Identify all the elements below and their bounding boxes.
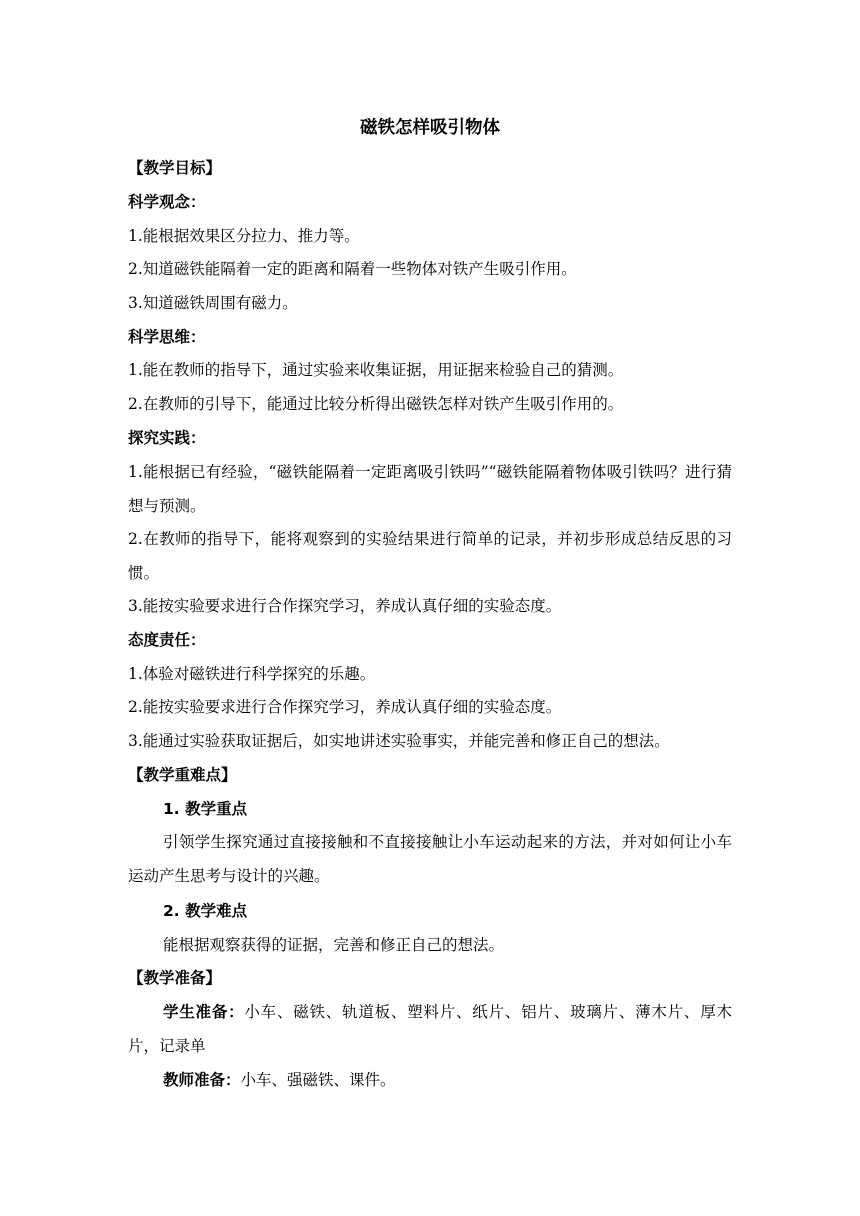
prep-heading: 【教学准备】 [128,969,222,987]
student-prep-label: 学生准备： [163,1003,245,1021]
keypoints-heading: 【教学重难点】 [128,766,237,784]
teacher-prep [163,1068,732,1092]
student-prep [128,995,732,1063]
concept-item-3: 3.知道磁铁周围有磁力。 [128,294,298,312]
concept-heading: 科学观念： [128,193,206,211]
attitude-item-3: 3.能通过实验获取证据后，如实地讲述实验事实，并能完善和修正自己的想法。 [128,732,670,750]
key-text: 引领学生探究通过直接接触和不直接接触让小车运动起来的方法，并对如何让小车运动产生思考与设计的兴趣。 [128,833,732,885]
thinking-item-1: 1.能在教师的指导下，通过实验来收集证据，用证据来检验自己的猜测。 [128,361,624,379]
thinking-heading: 科学思维： [128,328,206,346]
thinking-item-2: 2.在教师的引导下，能通过比较分析得出磁铁怎样对铁产生吸引作用的。 [128,395,624,413]
practice-heading: 探究实践： [128,429,206,447]
document-title: 磁铁怎样吸引物体 [360,118,500,138]
key-heading: 1. 教学重点 [163,800,248,818]
teacher-prep-text: 小车、强磁铁、课件。 [240,1071,396,1089]
teacher-prep-label: 教师准备： [163,1071,241,1089]
practice-item-2: 2.在教师的指导下，能将观察到的实验结果进行简单的记录，并初步形成总结反思的习惯。 [128,530,732,582]
concept-item-1: 1.能根据效果区分拉力、推力等。 [128,227,360,245]
attitude-item-1: 1.体验对磁铁进行科学探究的乐趣。 [128,665,376,683]
attitude-heading: 态度责任： [128,631,206,649]
student-prep-text: 小车、磁铁、轨道板、塑料片、纸片、铝片、玻璃片、薄木片、厚木片，记录单 [128,1003,732,1055]
goals-heading: 【教学目标】 [128,159,222,177]
attitude-item-2: 2.能按实验要求进行合作探究学习，养成认真仔细的实验态度。 [128,698,562,716]
practice-item-3: 3.能按实验要求进行合作探究学习，养成认真仔细的实验态度。 [128,597,562,615]
concept-item-2: 2.知道磁铁能隔着一定的距离和隔着一些物体对铁产生吸引作用。 [128,260,577,278]
practice-item-1: 1.能根据已有经验，“磁铁能隔着一定距离吸引铁吗”“磁铁能隔着物体吸引铁吗？进行猜想与预测。 [128,463,732,515]
difficulty-heading: 2. 教学难点 [163,902,248,920]
difficulty-text: 能根据观察获得的证据，完善和修正自己的想法。 [163,936,505,954]
